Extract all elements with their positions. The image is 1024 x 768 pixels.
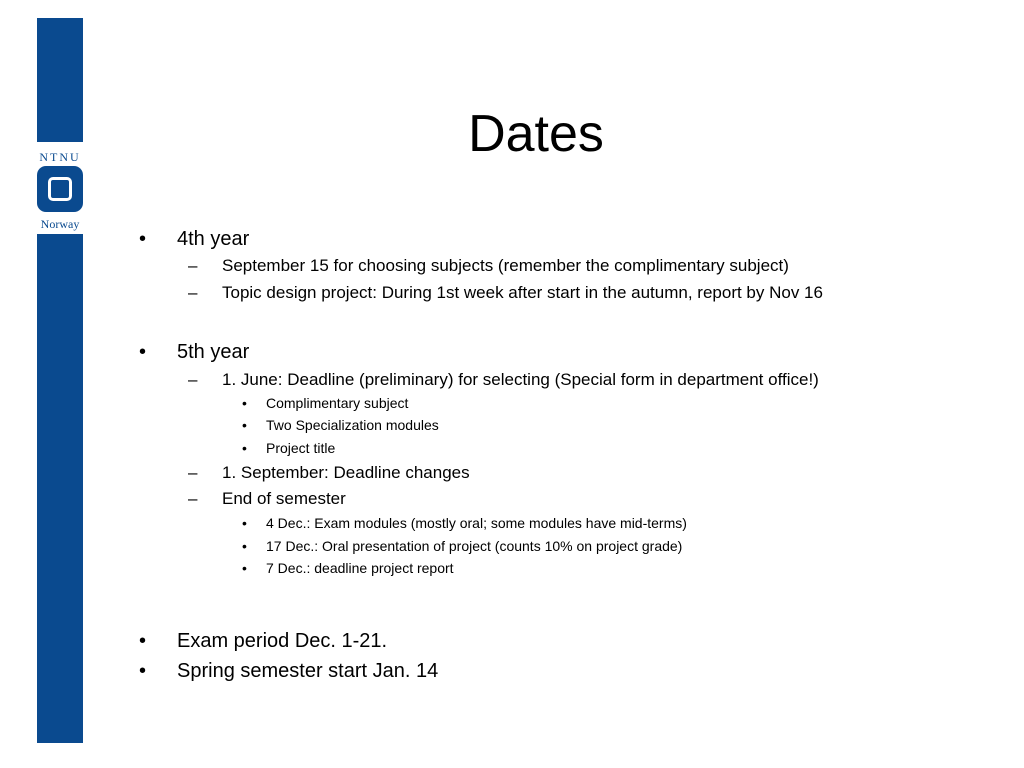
bullet-marker: • (139, 228, 147, 250)
bullet-spring-semester: Spring semester start Jan. 14 (177, 660, 439, 682)
bullet-marker: • (242, 515, 247, 531)
subitem-september-15: September 15 for choosing subjects (remember the complimentary subject) (222, 256, 789, 275)
bullet-marker: • (242, 538, 247, 554)
bullet-marker: • (242, 417, 247, 433)
subsubitem-exam-modules: 4 Dec.: Exam modules (mostly oral; some modules have mid-terms) (266, 515, 687, 531)
subitem-september-deadline: 1. September: Deadline changes (222, 463, 470, 482)
bullet-marker: • (242, 440, 247, 456)
subitem-end-of-semester: End of semester (222, 489, 346, 508)
bullet-marker: • (139, 660, 147, 682)
bullet-marker: • (242, 560, 247, 576)
subsubitem-project-title: Project title (266, 440, 336, 456)
bullet-4th-year: 4th year (177, 228, 250, 250)
bullet-5th-year: 5th year (177, 341, 250, 363)
bullet-exam-period: Exam period Dec. 1-21. (177, 630, 388, 652)
dash-marker: – (188, 463, 198, 482)
logo-top-text: NTNU (39, 150, 81, 164)
bullet-marker: • (242, 395, 247, 411)
subsubitem-complimentary-subject: Complimentary subject (266, 395, 409, 411)
logo-bottom-text: Norway (40, 217, 80, 231)
subsubitem-oral-presentation: 17 Dec.: Oral presentation of project (counts 10% on project grade) (266, 538, 683, 554)
slide-title: Dates (468, 105, 604, 163)
dash-marker: – (188, 283, 198, 302)
dash-marker: – (188, 489, 198, 508)
dash-marker: – (188, 370, 198, 389)
dash-marker: – (188, 256, 198, 275)
subitem-topic-design: Topic design project: During 1st week after start in the autumn, report by Nov 16 (222, 283, 823, 302)
bullet-marker: • (139, 341, 147, 363)
subsubitem-deadline-project-report: 7 Dec.: deadline project report (266, 560, 454, 576)
bullet-marker: • (139, 630, 147, 652)
subitem-june-deadline: 1. June: Deadline (preliminary) for selecting (Special form in department office!) (222, 370, 819, 389)
subsubitem-specialization-modules: Two Specialization modules (266, 417, 439, 433)
